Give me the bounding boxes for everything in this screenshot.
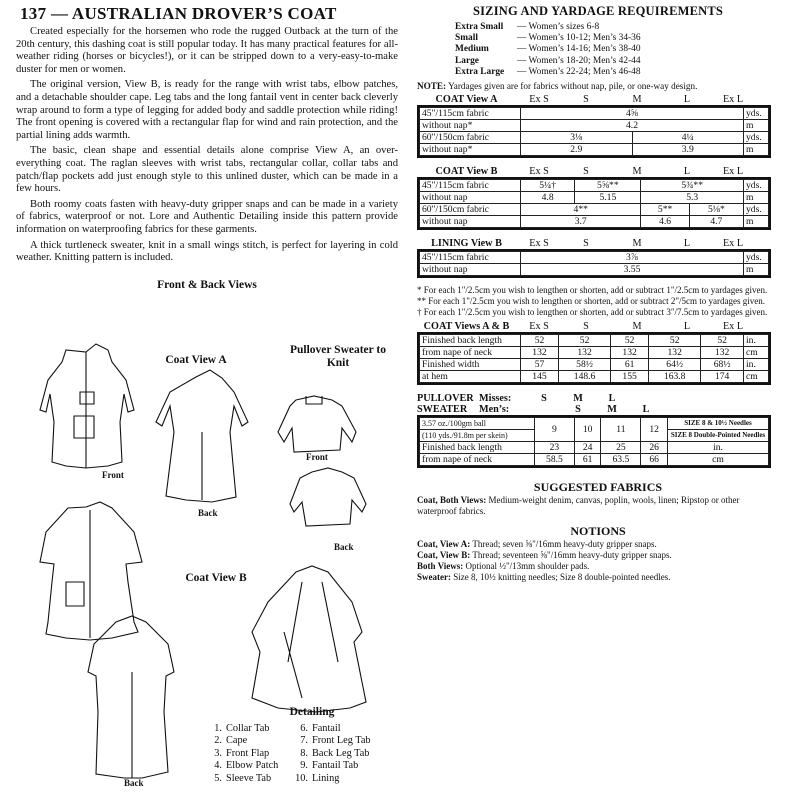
legend-item: 8. Back Leg Tab [300,747,370,759]
sweater-front-label: Front [306,452,328,462]
notion-item: Coat, View B: Thread; seventeen ⅝"/16mm heavy-duty gripper snaps. [417,550,672,561]
coat-b-label: Coat View B [185,572,247,584]
notion-item: Both Views: Optional ½"/13mm shoulder pads. [417,561,590,572]
coat-a-label: Coat View A [165,354,227,366]
size-row: Large — Women’s 18-20; Men’s 42-44 [455,55,641,66]
coat-ab-table: Finished back length 52 52 52 52 52 in. from nape of neck 132 132 132 132 132 cm Finished width 57 58½ 61 64½ 68½ in. at hem 145 148.6 155 163.8 174 cm [417,332,771,385]
coat-b-header: COAT View B Ex S S M L Ex L [435,166,744,178]
yardage-note: NOTE: Yardages given are for fabrics without nap, pile, or one-way design. [417,81,698,92]
size-row: Extra Large — Women’s 22-24; Men’s 46-48 [455,66,641,77]
size-row: Extra Small — Women’s sizes 6-8 [455,22,600,32]
intro-paragraph: The basic, clean shape and essential details alone comprise View A, an over-everything coat. The raglan sleeves with wrist tabs, rectangular collar, collar tabs and patch/flap pockets add just enough style to this unlined duster, which can be made in a few hours. [16,145,398,195]
page-title: 137 — AUSTRALIAN DROVER’S COAT [20,4,337,23]
legend-item: 1. Collar Tab [214,723,270,734]
notion-item: Coat, View A: Thread; seven ⅝"/16mm heavy-duty gripper snaps. [417,539,657,550]
coat-b-back-drawing [88,616,174,778]
legend-item: 4. Elbow Patch [214,760,279,772]
intro-text [16,26,398,265]
lining-header: LINING View B Ex S S M L Ex L [431,238,744,250]
intro-paragraph: Both roomy coats fasten with heavy-duty gripper snaps and can be made in a variety of fabrics, waterproof or not. Lore and Authentic Detailing inside this pattern provide information on waterproofing fabrics for these garments. [16,198,398,235]
pullover-header: PULLOVER Misses: S M L SWEATER Men’s: S M L [417,393,650,416]
sizing-heading: SIZING AND YARDAGE REQUIREMENTS [472,4,724,18]
legend-item: 9. Fantail Tab [300,760,359,772]
coat-a-front-drawing [40,344,134,468]
legend-item: 10. Lining [295,772,340,784]
legend-item: 5. Sleeve Tab [214,772,272,784]
legend-item: 2. Cape [214,735,248,747]
coat-b-front-drawing [40,502,142,640]
coat-a-table: 45"/115cm fabric 4⅝ yds. without nap* 4.2 m 60"/150cm fabric 3⅛ 4¼ yds. without nap* 2.9 3.9 m [417,105,771,158]
size-row: Medium — Women’s 14-16; Men’s 38-40 [455,44,641,55]
sweater-front-drawing [278,396,356,452]
notions-heading: NOTIONS [570,524,626,539]
coat-b-table: 45"/115cm fabric 5¼† 5⅝** 5¾** yds. without nap 4.8 5.15 5.3 m 60"/150cm fabric 4** 5** 5⅛* yds. without nap 3.7 4.6 4.7 m [417,177,771,230]
sweater-back-drawing [290,468,366,526]
coat-a-front-label: Front [102,470,124,480]
legend-item: 7. Front Leg Tab [300,735,371,747]
detailing-label: Detailing [289,706,335,718]
coat-b-back-label: Back [124,778,144,788]
coat-ab-header: COAT Views A & B Ex S S M L Ex L [423,321,744,333]
lining-table: 45"/115cm fabric 3⅞ yds. without nap 3.55 m [417,249,771,278]
footnotes [417,285,779,318]
intro-paragraph: Created especially for the horsemen who rode the rugged Outback at the turn of the 20th century, this dashing coat is still popular today. It has many practical features for all-weather riding (horses or bicycles!), or it can be stripped down to a very-easy-to-make duster for men or women. [16,26,398,75]
size-list [455,22,779,78]
intro-paragraph: The original version, View B, is ready for the range with wrist tabs, elbow patches, and a detachable shoulder cape. Leg tabs and the long fantail vent in center back cleverly wrap around to form a type of legging for added body and saddle protection while riding! The front opening is covered with a rectangular flap for wind and rain protection, and the partial lining adds warmth. [16,79,398,141]
footnote: † For each 1"/2.5cm you wish to lengthen or shorten, add or subtract 3"/7.5cm to yardages given. [417,307,768,318]
coat-a-back-label: Back [198,508,218,518]
size-row: Small — Women’s 10-12; Men’s 34-36 [455,33,641,44]
legend-column-left [208,723,308,785]
description-column [16,4,398,291]
requirements-column [417,4,779,583]
fabrics-heading: SUGGESTED FABRICS [533,480,663,495]
coat-a-header: COAT View A Ex S S M L Ex L [435,94,744,106]
pullover-table: 3.57 oz./100gm ball 9 10 11 12 SIZE 8 & 10½ Needles (110 yds./91.8m per skein) SIZE 8 Double-Pointed Needles Finished back length 23 24 25 26 in. from nape of neck 58.5 61 63.5 66 cm [417,415,771,468]
sweater-back-label: Back [334,542,354,552]
legend-column-right [294,723,394,785]
notion-item: Sweater: Size 8, 10½ knitting needles; Size 8 double-pointed needles. [417,572,671,583]
footnote: * For each 1"/2.5cm you wish to lengthen or shorten, add or subtract 1"/2.5cm to yardages given. [417,285,768,296]
coat-a-back-drawing [156,370,248,502]
footnote: ** For each 1"/2.5cm you wish to lengthen or shorten, add or subtract 2"/5cm to yardages given. [417,296,766,307]
intro-paragraph: A thick turtleneck sweater, knit in a small wings stitch, is perfect for layering in cold weather. Knitting pattern is included. [16,239,398,264]
detailing-drawing [252,566,366,712]
legend-item: 3. Front Flap [214,747,270,759]
pullover-label: Pullover Sweater to Knit [289,344,387,369]
legend-item: 6. Fantail [300,723,341,734]
views-heading: Front & Back Views [157,278,257,291]
fabrics-text: Coat, Both Views: Medium-weight denim, canvas, poplin, wools, linen; Ripstop or other waterproof fabrics. [417,495,740,517]
notions-list [417,539,779,583]
